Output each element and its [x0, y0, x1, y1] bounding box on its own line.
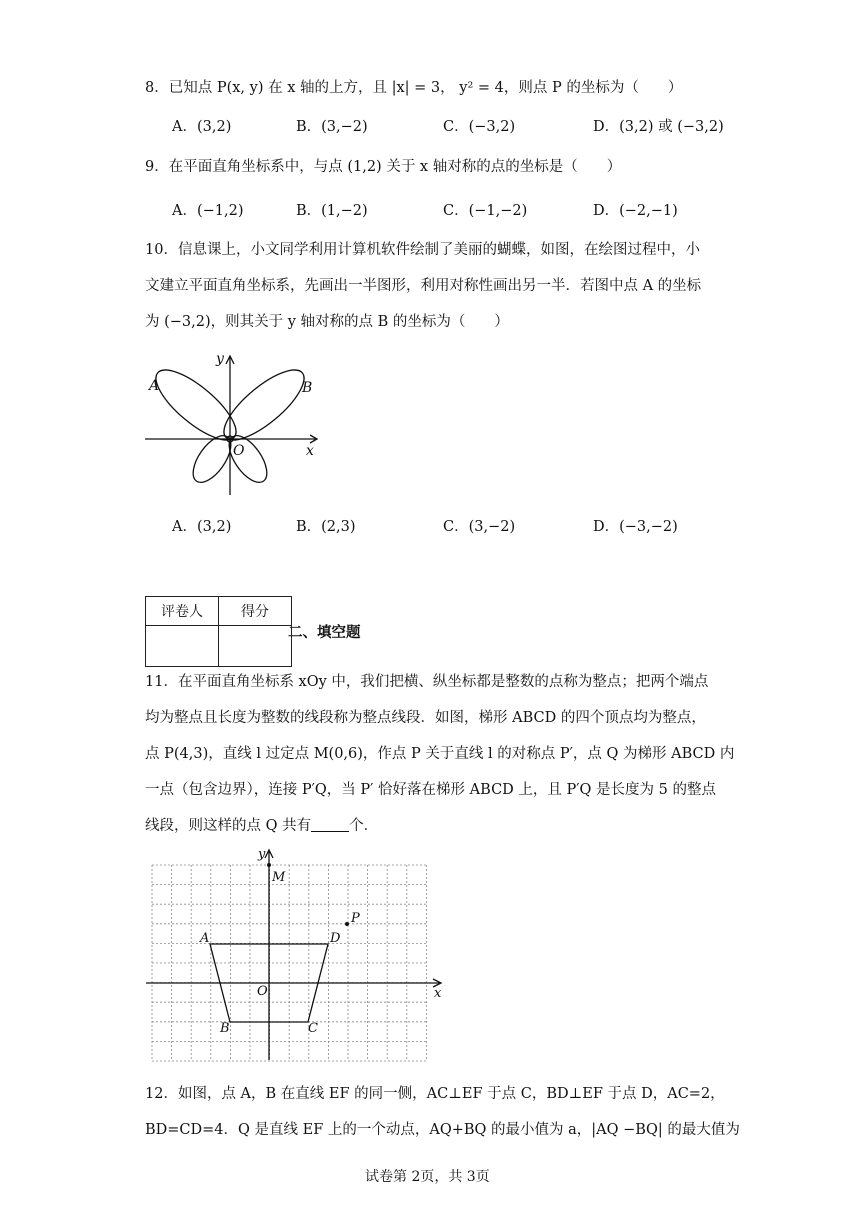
q12-line-1: 12．如图，点 A，B 在直线 EF 的同一侧，AC⊥EF 于点 C，BD⊥EF 于点 D，AC=2，: [145, 1086, 725, 1102]
score-cell-score[interactable]: [219, 626, 292, 667]
q11-line-5-text: 线段，则这样的点 Q 共有: [145, 818, 312, 834]
fig11-point-d-label: D: [330, 931, 341, 946]
fig11-point-c-label: C: [308, 1021, 318, 1036]
q10-line-3: 为 (−3,2)，则其关于 y 轴对称的点 B 的坐标为（ ）: [145, 314, 509, 330]
fig11-x-label: x: [434, 986, 442, 1001]
q11-line-3: 点 P(4,3)，直线 l 过定点 M(0,6)，作点 P 关于直线 l 的对称点 P′，点 Q 为梯形 ABCD 内: [145, 746, 735, 762]
fig11-point-a-label: A: [200, 931, 210, 946]
fig10-x-label: x: [306, 443, 314, 459]
q9-option-c: C．(−1,−2): [443, 203, 528, 219]
q9-option-d: D．(−2,−1): [593, 203, 678, 219]
q10-line-2: 文建立平面直角坐标系，先画出一半图形，利用对称性画出另一半．若图中点 A 的坐标: [145, 278, 702, 294]
fig11-point-b-label: B: [220, 1021, 230, 1036]
q10-option-a: A．(3,2): [172, 519, 232, 535]
dotted-grid: [152, 865, 426, 1061]
score-cell-grader[interactable]: [146, 626, 219, 667]
answer-blank[interactable]: [311, 817, 349, 832]
fig10-origin-label: O: [233, 443, 245, 459]
q10-option-d: D．(−3,−2): [593, 519, 678, 535]
fig10-point-a-label: A: [149, 378, 160, 394]
q11-line-4: 一点（包含边界），连接 P′Q，当 P′ 恰好落在梯形 ABCD 上，且 P′Q 是长度为 5 的整点: [145, 782, 716, 798]
fig11-origin-label: O: [257, 984, 268, 999]
q8-option-c: C．(−3,2): [443, 119, 516, 135]
q8-stem: 8．已知点 P(x, y) 在 x 轴的上方，且 |x| = 3， y² = 4，则点 P 的坐标为（ ）: [145, 80, 683, 96]
q11-line-1: 11．在平面直角坐标系 xOy 中，我们把横、纵坐标都是整数的点称为整点；把两个端点: [145, 674, 709, 690]
upper-right-wing: [214, 359, 314, 451]
page-footer: 试卷第 2页，共 3页: [365, 1169, 490, 1185]
q9-stem: 9．在平面直角坐标系中，与点 (1,2) 关于 x 轴对称的点的坐标是（ ）: [145, 159, 622, 175]
q11-line-2: 均为整点且长度为整数的线段称为整点线段．如图，梯形 ABCD 的四个顶点均为整点，: [145, 710, 706, 726]
q11-line-5: [145, 816, 378, 836]
q11-line-5-tail: 个．: [349, 818, 379, 834]
score-header-grader: 评卷人: [146, 597, 219, 626]
q12-line-2: BD=CD=4．Q 是直线 EF 上的一个动点，AQ+BQ 的最小值为 a，|AQ −BQ| 的最大值为: [145, 1122, 740, 1138]
q8-option-d: D．(3,2) 或 (−3,2): [593, 119, 724, 135]
fig11-point-m-label: M: [272, 870, 286, 885]
q10-option-c: C．(3,−2): [443, 519, 516, 535]
fig11-y-label: y: [258, 847, 266, 862]
q9-option-b: B．(1,−2): [296, 203, 368, 219]
fig10-point-b-label: B: [302, 380, 313, 396]
q10-option-b: B．(2,3): [296, 519, 356, 535]
score-header-score: 得分: [219, 597, 292, 626]
q8-option-a: A．(3,2): [172, 119, 232, 135]
q9-option-a: A．(−1,2): [172, 203, 244, 219]
q10-line-1: 10．信息课上，小文同学利用计算机软件绘制了美丽的蝴蝶，如图，在绘图过程中，小: [145, 242, 700, 258]
point-m: [267, 863, 271, 867]
fig11-point-p-label: P: [351, 911, 360, 926]
section-title: 二、填空题: [288, 625, 361, 641]
score-table: [145, 596, 292, 667]
butterfly-figure: [140, 345, 340, 500]
point-p: [345, 922, 349, 926]
q8-option-b: B．(3,−2): [296, 119, 368, 135]
fig10-y-label: y: [216, 351, 224, 367]
upper-left-wing: [146, 359, 246, 451]
trapezoid-grid-figure: [140, 845, 450, 1065]
